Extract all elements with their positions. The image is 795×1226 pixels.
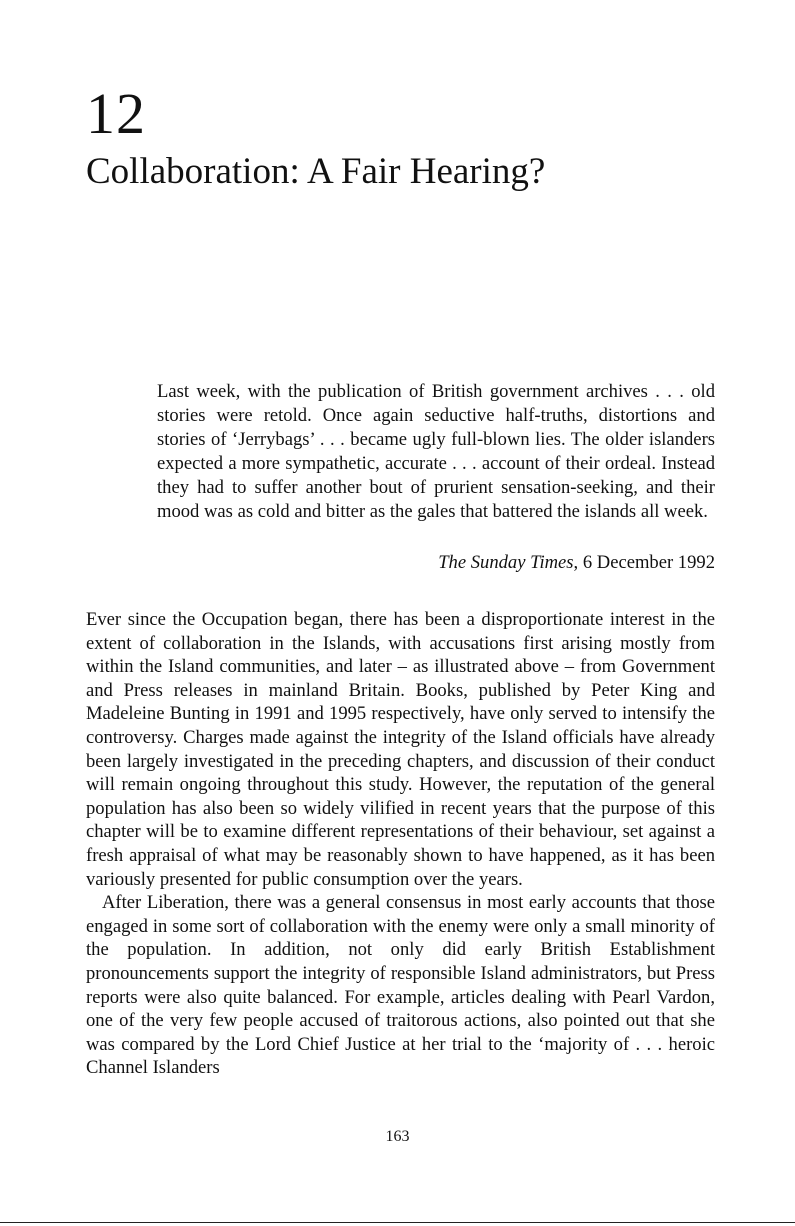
epigraph-attribution	[157, 551, 715, 575]
chapter-number: 12	[86, 81, 146, 146]
chapter-body	[86, 608, 715, 1080]
page-bottom-rule	[0, 1222, 795, 1223]
body-paragraph-2: After Liberation, there was a general consensus in most early accounts that those engaged in some sort of collaboration with the enemy were only a small minority of the population. In addition, not only did early British Establishment pronouncements support the integrity of responsible Island administrators, but Press reports were also quite balanced. For example, articles dealing with Pearl Vardon, one of the very few people accused of traitorous actions, also pointed out that she was compared by the Lord Chief Justice at her trial to the ‘majority of . . . heroic Channel Islanders	[86, 892, 715, 1079]
body-paragraph-1: Ever since the Occupation began, there has been a disproportionate interest in the extent of collaboration in the Islands, with accusations first arising mostly from within the Island communities, and later – as illustrated above – from Government and Press releases in mainland Britain. Books, published by Peter King and Madeleine Bunting in 1991 and 1995 respectively, have only served to intensify the controversy. Charges made against the integrity of the Island officials have already been largely investigated in the preceding chapters, and discussion of their conduct will remain ongoing throughout this study. However, the reputation of the general population has also been so widely vilified in recent years that the purpose of this chapter will be to examine different representations of their behaviour, set against a fresh appraisal of what may be reasonably shown to have happened, as it has been variously presented for public consumption over the years.	[86, 609, 715, 890]
chapter-title: Collaboration: A Fair Hearing?	[86, 151, 546, 192]
epigraph-publication: The Sunday Times	[438, 552, 574, 573]
epigraph-date: , 6 December 1992	[573, 552, 715, 573]
page-number: 163	[385, 1128, 410, 1145]
epigraph-quote: Last week, with the publication of British government archives . . . old stories were retold. Once again seductive half-truths, distortions and stories of ‘Jerrybags’ . . . became ugly full-blown lies. The older islanders expected a more sympathetic, accurate . . . account of their ordeal. Instead they had to suffer another bout of prurient sensation-seeking, and their mood was as cold and bitter as the gales that battered the islands all week.	[157, 381, 715, 522]
